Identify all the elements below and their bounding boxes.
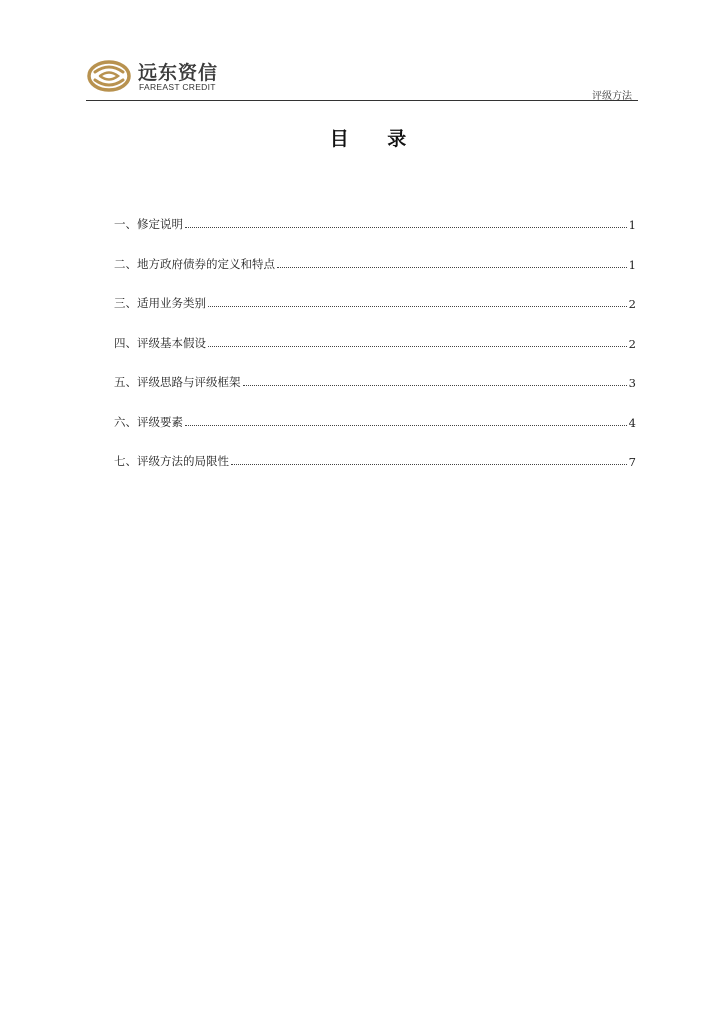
toc-entry-label: 五、评级思路与评级框架 <box>114 375 241 389</box>
page-header <box>86 54 636 102</box>
toc-entry-label: 七、评级方法的局限性 <box>114 454 229 468</box>
toc-entry-page: 7 <box>628 455 636 469</box>
toc-title: 目 录 <box>329 128 423 150</box>
toc-entry-label: 四、评级基本假设 <box>114 335 206 350</box>
toc-entry[interactable] <box>114 374 636 390</box>
toc-entry-page: 2 <box>628 336 636 351</box>
document-type: 评级方法 <box>592 91 632 102</box>
toc-leader-dots <box>185 425 627 426</box>
toc-entry-page: 4 <box>628 415 636 430</box>
toc-entry[interactable] <box>114 453 636 469</box>
company-logo <box>86 54 246 98</box>
toc-leader-dots <box>208 346 627 347</box>
table-of-contents <box>114 216 636 493</box>
toc-entry-page: 3 <box>628 376 636 390</box>
header-divider <box>86 100 638 101</box>
toc-leader-dots <box>243 385 627 386</box>
toc-entry-label: 一、修定说明 <box>114 217 183 231</box>
toc-entry[interactable] <box>114 216 636 232</box>
toc-entry-label: 三、适用业务类别 <box>114 296 206 310</box>
toc-entry[interactable] <box>114 414 636 430</box>
toc-entry-label: 二、地方政府债券的定义和特点 <box>114 256 275 271</box>
toc-leader-dots <box>231 464 627 465</box>
toc-entry-page: 2 <box>628 297 636 311</box>
toc-leader-dots <box>208 306 627 307</box>
toc-entry-page: 1 <box>628 218 636 232</box>
toc-leader-dots <box>277 267 627 268</box>
toc-entry[interactable] <box>114 295 636 311</box>
toc-entry[interactable] <box>114 335 636 351</box>
brand-name-en: FAREAST CREDIT <box>139 82 216 92</box>
brand-name-cn: 远东资信 <box>138 62 219 84</box>
toc-entry-page: 1 <box>628 257 636 272</box>
toc-leader-dots <box>185 227 627 228</box>
toc-entry-label: 六、评级要素 <box>114 414 183 429</box>
fareast-credit-logo-icon <box>86 56 132 96</box>
toc-entry[interactable] <box>114 256 636 272</box>
